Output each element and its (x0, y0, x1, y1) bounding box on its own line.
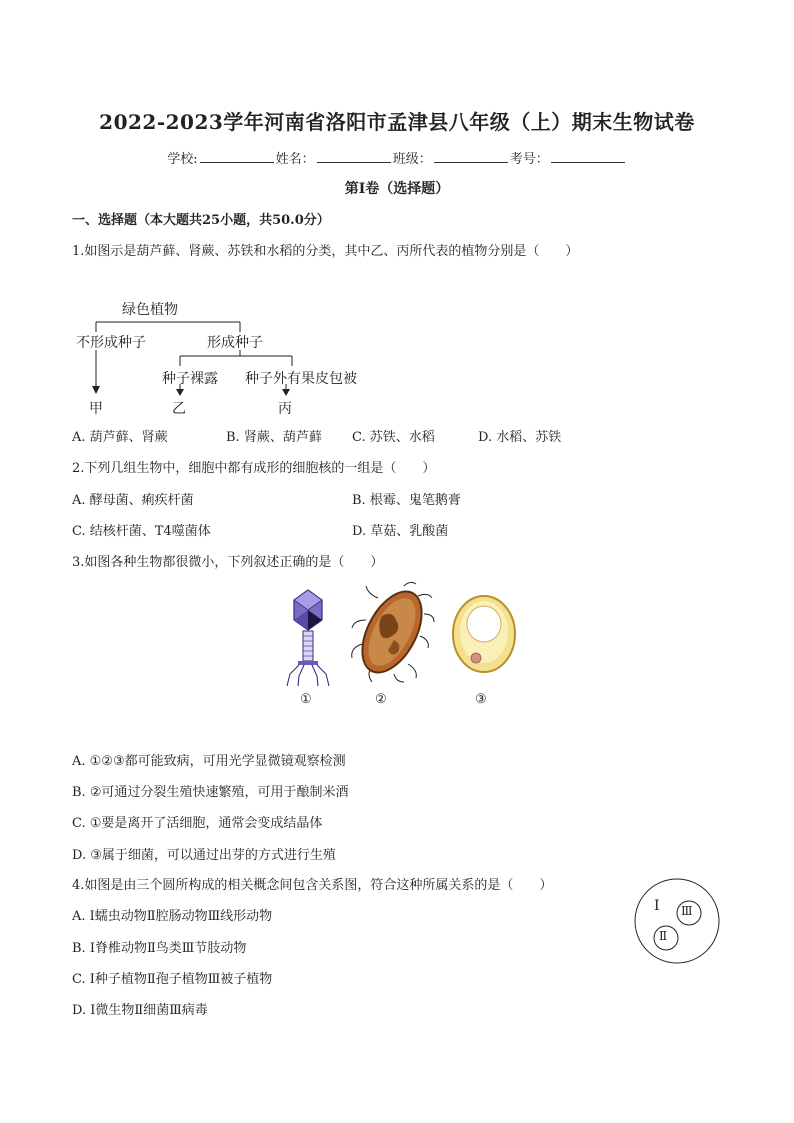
q2-option-a[interactable]: A. 酵母菌、痢疾杆菌 (72, 493, 194, 508)
section-heading: 一、选择题（本大题共25小题，共50.0分） (72, 213, 330, 228)
q2-option-c[interactable]: C. 结核杆菌、T4噬菌体 (72, 524, 211, 539)
part-heading: 第I卷（选择题） (344, 181, 450, 197)
node-naked-seeds: 种子裸露 (162, 371, 218, 387)
q2-option-b[interactable]: B. 根霉、鬼笔鹅膏 (352, 493, 461, 508)
concept-circles (632, 876, 722, 966)
q3-option-b[interactable]: B. ②可通过分裂生殖快速繁殖，可用于酿制米酒 (72, 785, 349, 800)
question-4-stem: 4.如图是由三个圆所构成的相关概念间包含关系图，符合这种所属关系的是（ ） (72, 878, 553, 893)
q1-option-b[interactable]: B. 肾蕨、葫芦藓 (226, 430, 322, 445)
exam-no-blank[interactable] (551, 151, 625, 163)
q3-option-a[interactable]: A. ①②③都可能致病，可用光学显微镜观察检测 (72, 754, 346, 769)
q2-option-d[interactable]: D. 草菇、乳酸菌 (352, 524, 449, 539)
class-label: 班级： (392, 152, 432, 167)
exam-no-label: 考号： (509, 152, 549, 167)
q1-option-a[interactable]: A. 葫芦藓、肾蕨 (72, 430, 168, 445)
concept-circle-diagram (632, 876, 722, 966)
q3-option-c[interactable]: C. ①要是离开了活细胞，通常会变成结晶体 (72, 816, 323, 831)
q4-option-d[interactable]: D. Ⅰ微生物Ⅱ细菌Ⅲ病毒 (72, 1003, 208, 1018)
node-green-plants: 绿色植物 (122, 302, 178, 318)
yeast-cell-image (448, 592, 524, 676)
q1-option-c[interactable]: C. 苏铁、水稻 (352, 430, 435, 445)
classification-diagram (70, 296, 380, 416)
q4-option-b[interactable]: B. Ⅰ脊椎动物Ⅱ鸟类Ⅲ节肢动物 (72, 941, 247, 956)
circle-label-iii: Ⅲ (681, 904, 693, 918)
node-covered-seeds: 种子外有果皮包被 (245, 371, 357, 387)
node-yi: 乙 (172, 401, 186, 417)
circle-label-ii: Ⅱ (659, 929, 668, 943)
figure-label-2: ② (375, 692, 387, 707)
student-info-line (0, 148, 794, 167)
bacteriophage-image (282, 588, 334, 688)
question-1-stem: 1.如图示是葫芦藓、肾蕨、苏铁和水稻的分类，其中乙、丙所代表的植物分别是（ ） (72, 244, 579, 259)
q1-option-d[interactable]: D. 水稻、苏铁 (478, 430, 562, 445)
question-3-stem: 3.如图各种生物都很微小，下列叙述正确的是（ ） (72, 555, 384, 570)
school-label: 学校: (167, 152, 198, 167)
q4-option-a[interactable]: A. Ⅰ蠕虫动物Ⅱ腔肠动物Ⅲ线形动物 (72, 909, 273, 924)
classification-tree-lines (70, 296, 380, 416)
name-blank[interactable] (317, 151, 391, 163)
circle-label-i: Ⅰ (654, 898, 660, 914)
bacterium-image (348, 580, 436, 686)
figure-label-1: ① (300, 692, 312, 707)
school-blank[interactable] (200, 151, 274, 163)
class-blank[interactable] (434, 151, 508, 163)
exam-title: 2022-2023学年河南省洛阳市孟津县八年级（上）期末生物试卷 (99, 110, 695, 134)
node-no-seeds: 不形成种子 (76, 335, 146, 351)
name-label: 姓名： (275, 152, 315, 167)
node-jia: 甲 (89, 401, 103, 417)
figure-label-3: ③ (475, 692, 487, 707)
q4-option-c[interactable]: C. Ⅰ种子植物Ⅱ孢子植物Ⅲ被子植物 (72, 972, 273, 987)
question-2-stem: 2.下列几组生物中，细胞中都有成形的细胞核的一组是（ ） (72, 461, 436, 476)
q3-option-d[interactable]: D. ③属于细菌，可以通过出芽的方式进行生殖 (72, 848, 336, 863)
node-bing: 丙 (278, 401, 292, 417)
node-seeds: 形成种子 (207, 335, 263, 351)
